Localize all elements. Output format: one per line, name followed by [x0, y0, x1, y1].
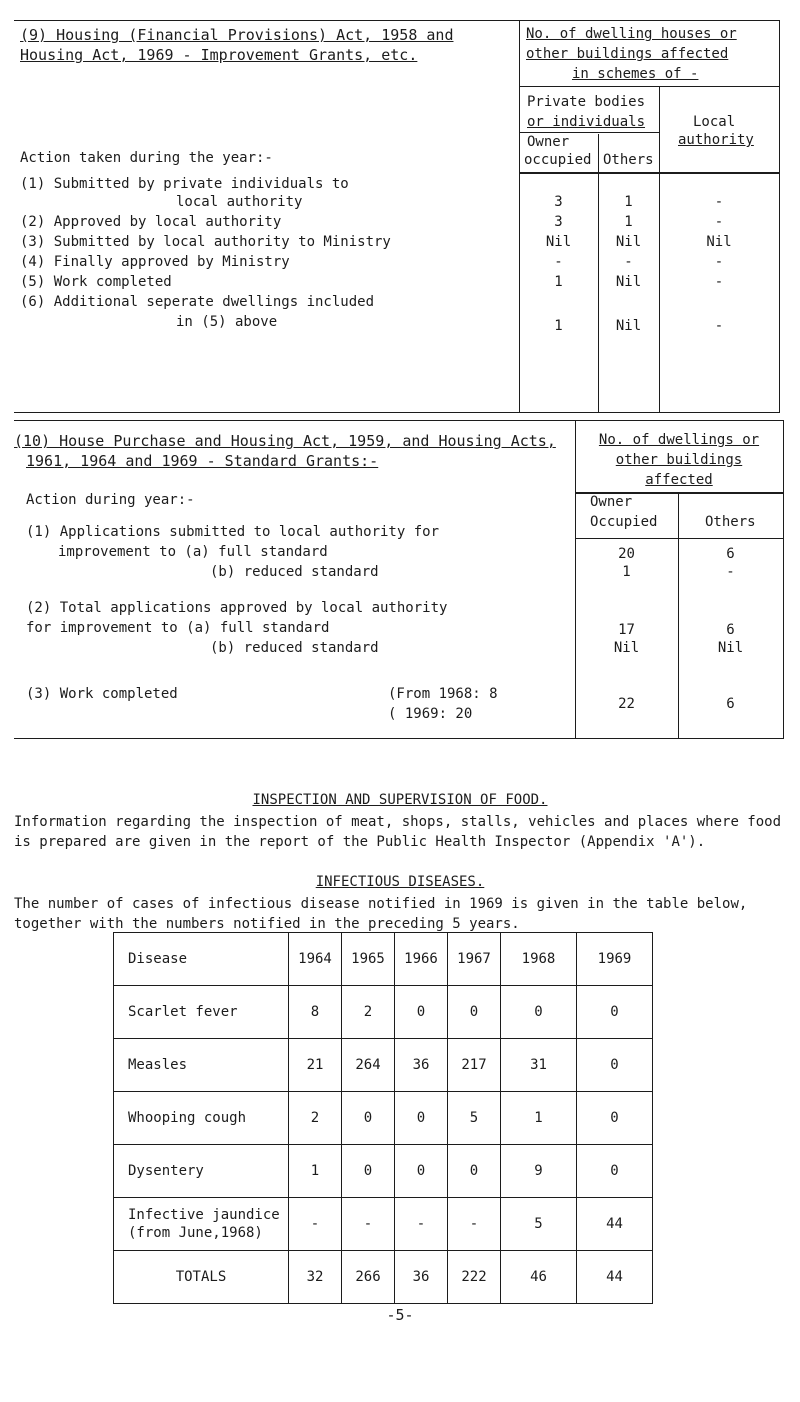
cell: 0: [395, 1145, 448, 1198]
cell: Dysentery: [114, 1145, 289, 1198]
cell: 266: [342, 1251, 395, 1304]
cell: 0: [448, 986, 501, 1039]
infectious-text: The number of cases of infectious disease notified in 1969 is given in the table below, together with the numbers notified in the preceding 5 years.: [14, 896, 748, 932]
s9-right-header-1: No. of dwelling houses or: [526, 26, 737, 42]
cell: -: [342, 1198, 395, 1251]
table-row: [114, 1145, 653, 1198]
s10-action-label: Action during year:-: [26, 492, 195, 508]
s10-1b-others: -: [726, 564, 735, 580]
cell: TOTALS: [114, 1251, 289, 1304]
s9-row1-owner: 3: [554, 194, 563, 210]
cell: 32: [289, 1251, 342, 1304]
section10-heading-1: (10) House Purchase and Housing Act, 1959, and Housing Acts,: [14, 432, 556, 450]
cell: Scarlet fever: [114, 986, 289, 1039]
cell: -: [448, 1198, 501, 1251]
s9-row2-label: (2) Approved by local authority: [20, 214, 282, 230]
inspection-heading: INSPECTION AND SUPERVISION OF FOOD.: [252, 792, 548, 808]
cell: 5: [448, 1092, 501, 1145]
header-disease: Disease: [114, 933, 289, 986]
table-row: [114, 1039, 653, 1092]
cell: 44: [577, 1251, 653, 1304]
s10-2a-others: 6: [726, 622, 735, 638]
s9-row4-local: -: [714, 254, 724, 270]
cell: 0: [342, 1145, 395, 1198]
disease-table: [113, 932, 653, 1304]
s9-col-occupied: occupied: [524, 152, 592, 168]
jaundice-line2: (from June,1968): [128, 1225, 263, 1241]
section9-heading-2: Housing Act, 1969 - Improvement Grants, etc.: [20, 46, 418, 64]
s10-3-others: 6: [726, 696, 735, 712]
s9-row4-label: (4) Finally approved by Ministry: [20, 254, 290, 270]
s10-right-header-3: affected: [645, 472, 713, 488]
cell: 264: [342, 1039, 395, 1092]
cell: 31: [501, 1039, 577, 1092]
s10-1a-others: 6: [726, 546, 735, 562]
s9-row6-label2: in (5) above: [176, 314, 278, 330]
cell: 2: [342, 986, 395, 1039]
s9-row3-owner: Nil: [545, 234, 572, 250]
s10-item1-line1: (1) Applications submitted to local authority for: [26, 524, 440, 540]
s9-row1-others: 1: [624, 194, 633, 210]
s10-item2-line1: (2) Total applications approved by local authority: [26, 600, 448, 616]
s9-right-header-3: in schemes of -: [572, 66, 699, 82]
cell: 0: [577, 1039, 653, 1092]
cell: 1: [501, 1092, 577, 1145]
jaundice-line1: Infective jaundice: [128, 1207, 280, 1223]
s9-col-owner: Owner: [527, 134, 570, 150]
infectious-heading: INFECTIOUS DISEASES.: [315, 874, 485, 890]
cell: 1: [289, 1145, 342, 1198]
s10-item3-from2: ( 1969: 20: [388, 706, 473, 722]
s9-col-authority: authority: [678, 132, 754, 148]
s9-col-private: Private bodies: [527, 94, 646, 110]
s9-row2-others: 1: [624, 214, 633, 230]
cell: -: [395, 1198, 448, 1251]
s10-item3-from1: (From 1968: 8: [388, 686, 498, 702]
s9-action-label: Action taken during the year:-: [20, 150, 273, 166]
s10-col-others: Others: [705, 514, 756, 530]
cell: 0: [395, 986, 448, 1039]
inspection-text: Information regarding the inspection of meat, shops, stalls, vehicles and places where food is prepared are given in the report of the Public Health Inspector (Appendix 'A').: [14, 814, 782, 850]
s9-right-header-2: other buildings affected: [526, 46, 729, 62]
section9-heading-1: (9) Housing (Financial Provisions) Act, 1958 and: [20, 26, 454, 44]
cell: 44: [577, 1198, 653, 1251]
page-number: -5-: [386, 1306, 414, 1324]
s9-row6-local: -: [714, 318, 724, 334]
table-row: [114, 933, 653, 986]
cell: 0: [342, 1092, 395, 1145]
s9-row1-label: (1) Submitted by private individuals to: [20, 176, 349, 192]
s10-right-header-2: other buildings: [615, 452, 743, 468]
s10-item2-a: for improvement to (a) full standard: [26, 620, 330, 636]
s9-row1-local: -: [714, 194, 724, 210]
cell: Measles: [114, 1039, 289, 1092]
s10-col-owner: Owner: [590, 494, 633, 510]
s9-row3-label: (3) Submitted by local authority to Ministry: [20, 234, 391, 250]
header-1969: 1969: [577, 933, 653, 986]
cell: [114, 1198, 289, 1251]
s9-col-others: Others: [603, 152, 654, 168]
cell: 46: [501, 1251, 577, 1304]
cell: 0: [501, 986, 577, 1039]
table-row: [114, 1251, 653, 1304]
cell: 0: [577, 986, 653, 1039]
cell: 0: [577, 1145, 653, 1198]
s10-right-header-1: No. of dwellings or: [598, 432, 760, 448]
cell: 2: [289, 1092, 342, 1145]
s10-item2-b: (b) reduced standard: [210, 640, 379, 656]
header-1964: 1964: [289, 933, 342, 986]
s9-col-individuals: or individuals: [527, 114, 646, 130]
s9-row6-label: (6) Additional seperate dwellings included: [20, 294, 375, 310]
s9-row2-owner: 3: [554, 214, 563, 230]
s9-row6-others: Nil: [615, 318, 642, 334]
header-1965: 1965: [342, 933, 395, 986]
s10-1b-owner: 1: [622, 564, 631, 580]
s9-row6-owner: 1: [554, 318, 563, 334]
cell: 0: [448, 1145, 501, 1198]
cell: 222: [448, 1251, 501, 1304]
cell: Whooping cough: [114, 1092, 289, 1145]
s10-2a-owner: 17: [618, 622, 635, 638]
s10-item3: (3) Work completed: [26, 686, 178, 702]
s9-row5-others: Nil: [615, 274, 642, 290]
s10-item1-b: (b) reduced standard: [210, 564, 379, 580]
s9-row3-others: Nil: [615, 234, 642, 250]
cell: 8: [289, 986, 342, 1039]
cell: 21: [289, 1039, 342, 1092]
s9-row4-others: -: [624, 254, 633, 270]
cell: -: [289, 1198, 342, 1251]
cell: 36: [395, 1251, 448, 1304]
s10-3-owner: 22: [618, 696, 635, 712]
table-row: [114, 986, 653, 1039]
s10-2b-owner: Nil: [613, 640, 640, 656]
cell: 217: [448, 1039, 501, 1092]
section10-heading-2: 1961, 1964 and 1969 - Standard Grants:-: [26, 452, 379, 470]
s10-1a-owner: 20: [618, 546, 635, 562]
s9-row5-owner: 1: [554, 274, 563, 290]
header-1967: 1967: [448, 933, 501, 986]
cell: 0: [577, 1092, 653, 1145]
table-row: [114, 1198, 653, 1251]
s9-row2-local: -: [714, 214, 724, 230]
table-row: [114, 1092, 653, 1145]
cell: 9: [501, 1145, 577, 1198]
s9-row3-local: Nil: [706, 234, 732, 250]
cell: 0: [395, 1092, 448, 1145]
s9-row4-owner: -: [554, 254, 563, 270]
s9-row5-label: (5) Work completed: [20, 274, 172, 290]
s10-col-occupied: Occupied: [590, 514, 658, 530]
cell: 5: [501, 1198, 577, 1251]
s10-2b-others: Nil: [717, 640, 744, 656]
s9-row5-local: -: [714, 274, 724, 290]
s9-row1-label2: local authority: [176, 194, 303, 210]
header-1968: 1968: [501, 933, 577, 986]
cell: 36: [395, 1039, 448, 1092]
s10-item1-a: improvement to (a) full standard: [58, 544, 328, 560]
header-1966: 1966: [395, 933, 448, 986]
s9-col-local: Local: [693, 114, 736, 130]
